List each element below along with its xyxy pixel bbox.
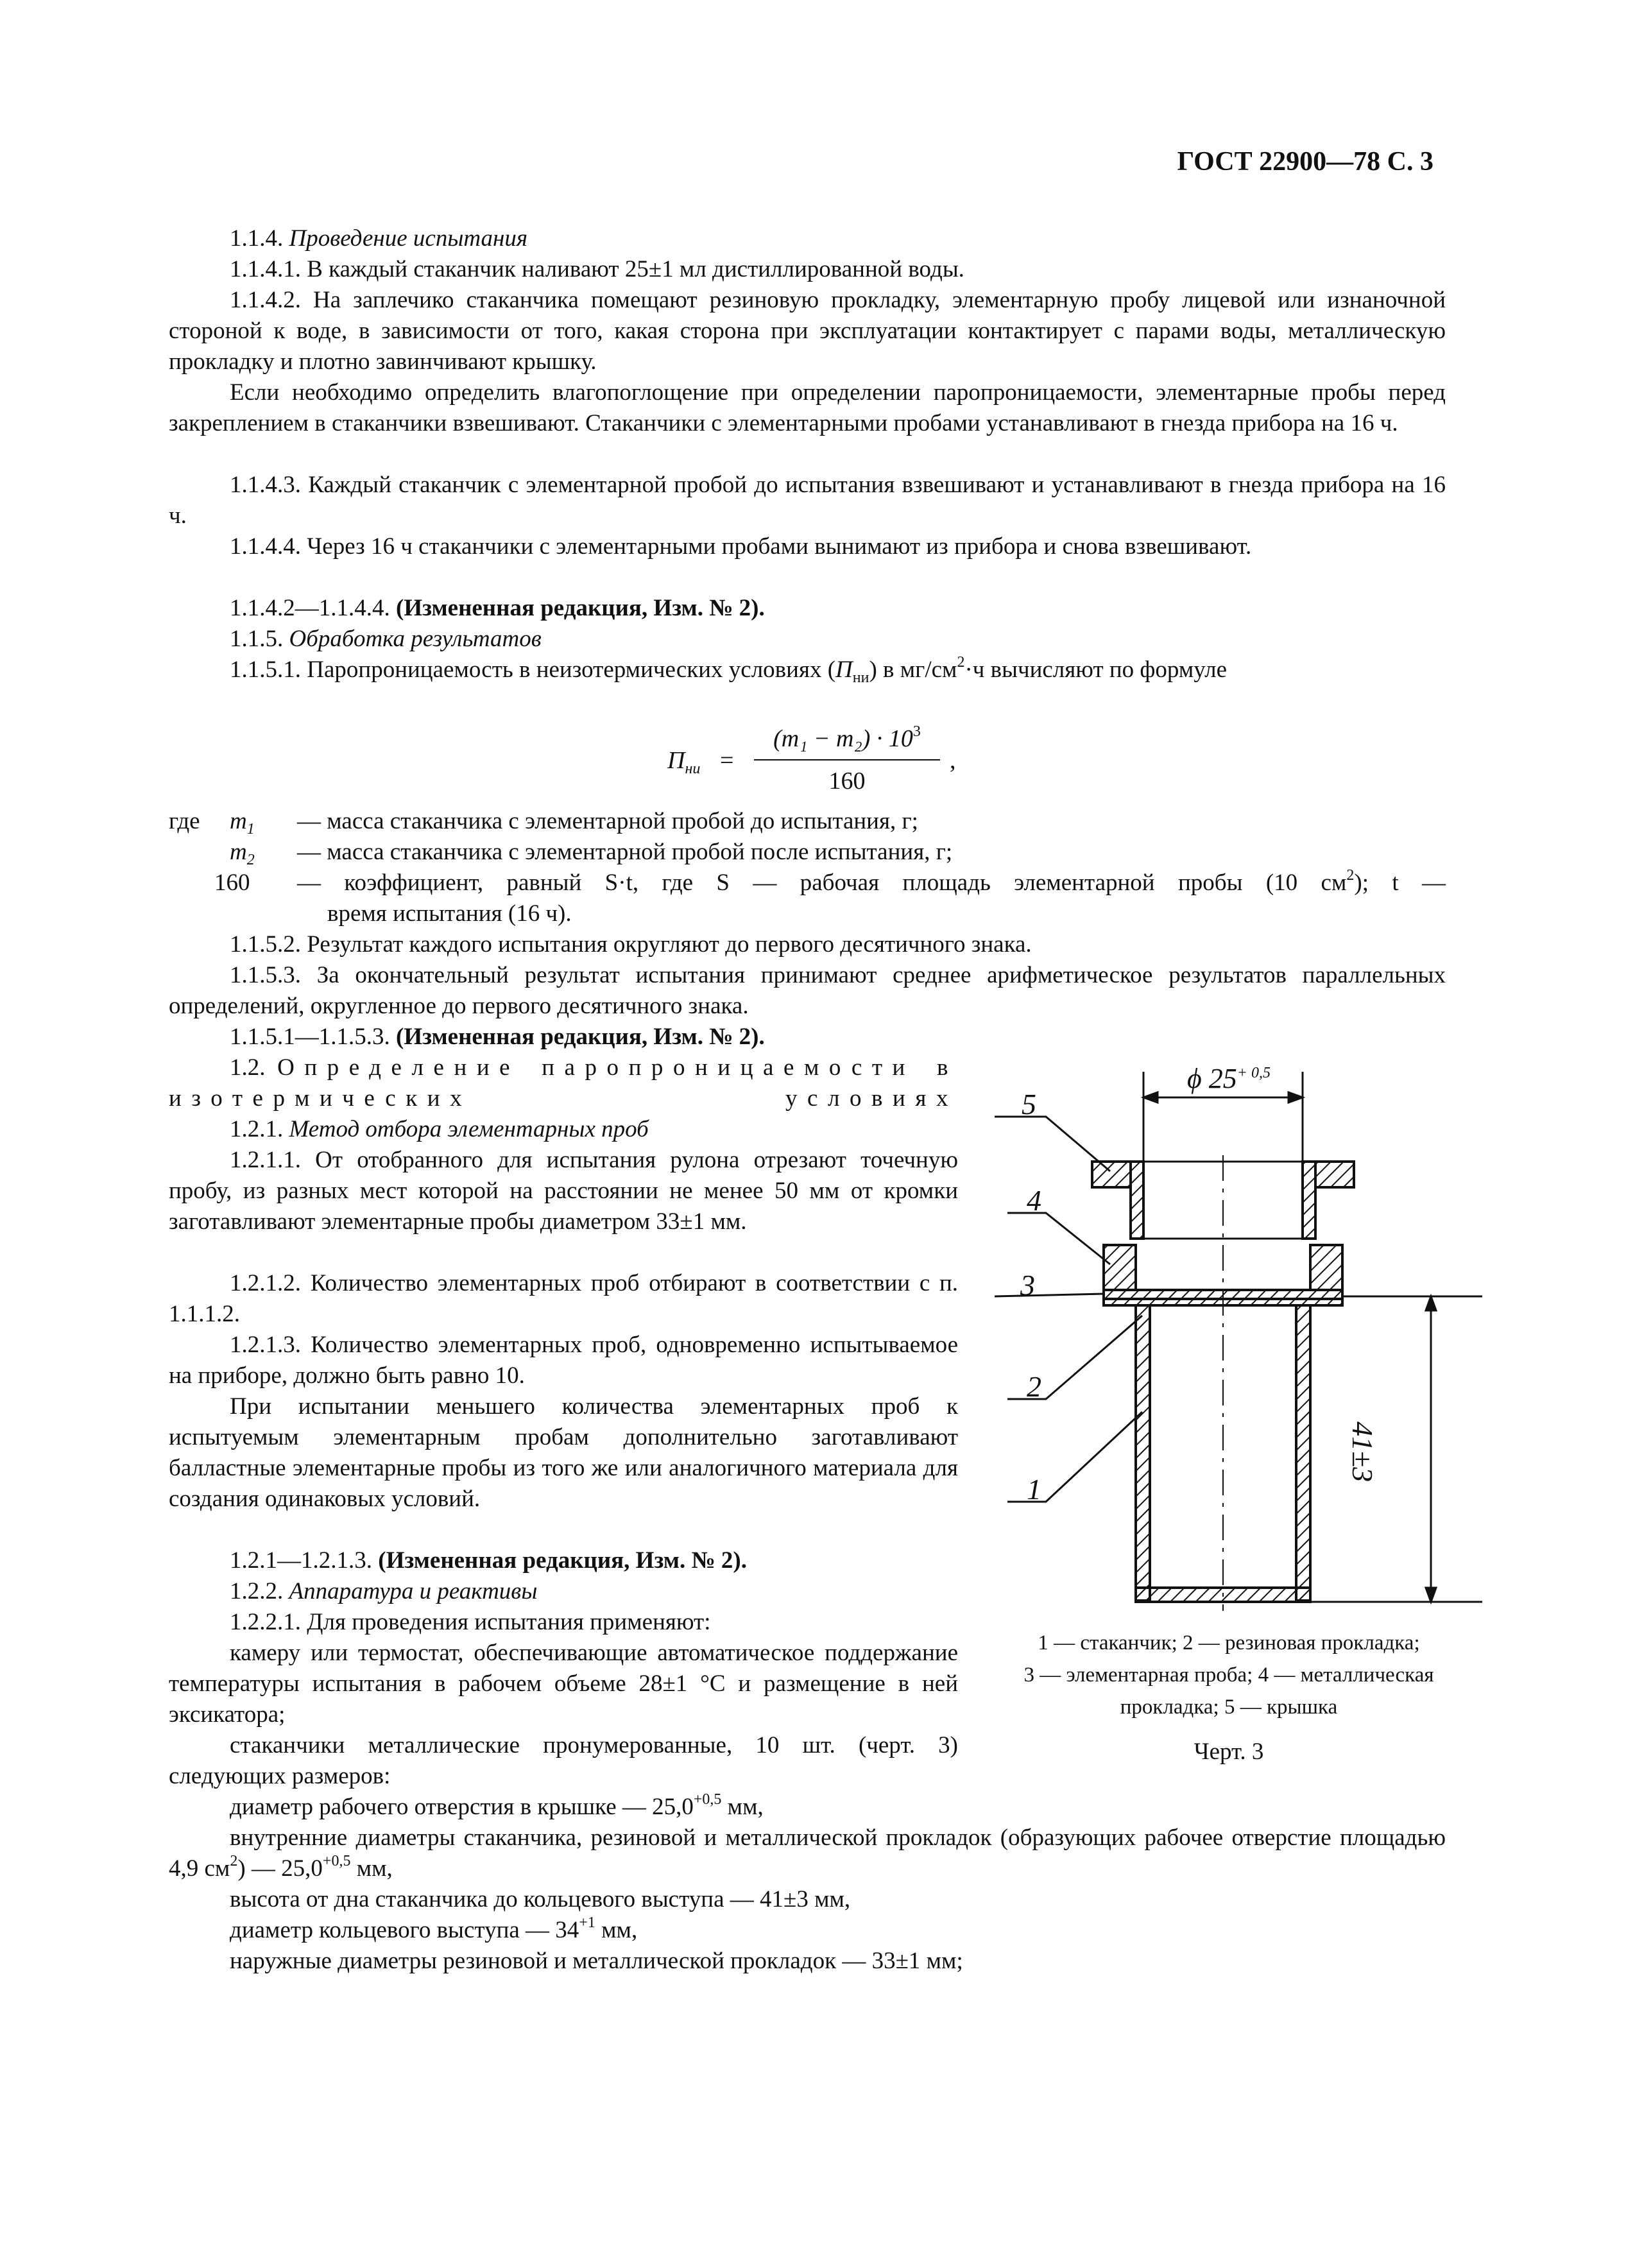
para-1-1-4-2: 1.1.4.2. На заплечико стаканчика помещают резиновую прокладку, элементарную пробу лицевой или изнаночной стороной к воде, в зависимости от того, какая сторона при эксплуатации контактирует с парами воды, металлическую прокладку и плотно завинчивают крышку. — [169, 287, 1446, 375]
figure-caption-line-1: 1 — стаканчик; 2 — резиновая прокладка; — [1038, 1631, 1420, 1654]
para-1-1-4-1: 1.1.4.1. В каждый стаканчик наливают 25±1 мл дистиллированной воды. — [230, 256, 964, 282]
para-1-1-5-1: 1.1.5.1. Паропроницаемость в неизотермических условиях $(П_{ни})$ в $мг/см^2\cdot ч$ вычисляют по формуле — [230, 654, 1228, 686]
amendment-note-2: 1.1.5.1—1.1.5.3. (Измененная редакция, Изм. № 2). — [230, 1024, 765, 1050]
def-160-symbol: 160 — [214, 870, 250, 896]
section-1-2-heading: 1.2. Определение паропроницаемости в изотермических условиях — [169, 1054, 958, 1112]
formula — [667, 722, 988, 799]
cover-right — [1315, 1162, 1354, 1187]
formula-eq: = — [720, 747, 734, 774]
amendment-note-1: 1.1.4.2—1.1.4.4. (Измененная редакция, Изм. № 2). — [230, 595, 765, 621]
para-chamber: камеру или термостат, обеспечивающие автоматическое поддержание температуры испытания в рабочем объеме 28±1 °С и размещение в ней эксикатора; — [169, 1640, 958, 1728]
part-label-1: 1 — [1027, 1473, 1041, 1506]
part-label-4: 4 — [1027, 1184, 1041, 1217]
def-m2-text: — масса стаканчика с элементарной пробой после испытания, г; — [297, 839, 953, 865]
section-1-1-4-heading: 1.1.4. Проведение испытания — [230, 225, 528, 252]
part-label-3: 3 — [1020, 1269, 1035, 1302]
cup-wall-left — [1136, 1305, 1150, 1601]
def-160-text-cont: время испытания (16 ч). — [327, 900, 572, 927]
dim-top-label: ϕ $25^{+ 0,5}$ — [1187, 1063, 1271, 1094]
fraction-bar — [754, 759, 940, 760]
part-label-5: 5 — [1022, 1088, 1036, 1121]
cup-drawing — [982, 1052, 1495, 1617]
para-1-2-2-1: 1.2.2.1. Для проведения испытания применяют: — [230, 1609, 711, 1635]
para-moisture: Если необходимо определить влагопоглощение при определении паропроницаемости, элементарные пробы перед закреплением в стаканчики взвешивают. Стаканчики с элементарными пробами устанавливают в гнезда прибора на 16 ч. — [169, 379, 1446, 436]
def-m1-symbol: $m_1$ — [230, 808, 255, 838]
amendment-note-3: 1.2.1—1.2.1.3. (Измененная редакция, Изм. № 2). — [230, 1547, 747, 1574]
para-1-1-4-3: 1.1.4.3. Каждый стаканчик с элементарной пробой до испытания взвешивают и устанавливают в гнезда прибора на 16 ч. — [169, 472, 1446, 529]
dim-cover-hole: диаметр рабочего отверстия в крышке — $25,0^{+0,5}$ мм, — [230, 1791, 764, 1820]
dim-inner-diameters: внутренние диаметры стаканчика, резиновой и металлической прокладок (образующих рабочее отверстие площадью 4,9 $см^2$) — $25,0^{+0,5}$ мм, — [169, 1825, 1446, 1882]
para-1-1-5-2: 1.1.5.2. Результат каждого испытания округляют до первого десятичного знака. — [230, 931, 1032, 958]
dim-outer-diameters: наружные диаметры резиновой и металлической прокладок — 33±1 мм; — [230, 1948, 963, 1974]
section-1-2-2-heading: 1.2.2. Аппаратура и реактивы — [230, 1578, 538, 1604]
cover-left-skirt — [1131, 1162, 1143, 1239]
def-m2-symbol: $m_2$ — [230, 839, 255, 868]
para-fewer-samples: При испытании меньшего количества элементарных проб к испытуемым элементарным пробам дополнительно заготавливают балластные элементарные пробы из того же или аналогичного материала для создания одинаковых условий. — [169, 1393, 958, 1512]
part-label-2: 2 — [1027, 1370, 1041, 1403]
dim-height: высота от дна стаканчика до кольцевого выступа — 41±3 мм, — [230, 1886, 851, 1912]
para-1-1-5-3: 1.1.5.3. За окончательный результат испытания принимают среднее арифметическое результатов параллельных определений, округленное до первого десятичного знака. — [169, 962, 1446, 1019]
def-m1-text: — масса стаканчика с элементарной пробой до испытания, г; — [297, 808, 918, 834]
figure-caption-line-2: 3 — элементарная проба; 4 — металлическая — [1023, 1663, 1434, 1687]
formula-lhs: $П_{ни}$ — [667, 747, 701, 777]
metal-gasket-right — [1310, 1245, 1342, 1290]
formula-comma: , — [950, 747, 956, 774]
para-cups: стаканчики металлические пронумерованные, 10 шт. (черт. 3) следующих размеров: — [169, 1732, 958, 1789]
figure-caption-line-3: прокладка; 5 — крышка — [1120, 1696, 1338, 1719]
dim-side-label: 41±3 — [1346, 1422, 1379, 1482]
cover-right-skirt — [1303, 1162, 1315, 1239]
formula-denominator: 160 — [828, 768, 866, 795]
section-1-1-5-heading: 1.1.5. Обработка результатов — [230, 626, 542, 652]
section-1-2-1-heading: 1.2.1. Метод отбора элементарных проб — [230, 1116, 649, 1142]
page-header: ГОСТ 22900—78 С. 3 — [1177, 147, 1433, 176]
para-1-2-1-2: 1.2.1.2. Количество элементарных проб отбирают в соответствии с п. 1.1.1.2. — [169, 1270, 958, 1327]
figure-title: Черт. 3 — [1194, 1739, 1264, 1765]
metal-gasket-left — [1104, 1245, 1136, 1290]
para-1-2-1-1: 1.2.1.1. От отобранного для испытания рулона отрезают точечную пробу, из разных мест которой на расстоянии не менее 50 мм от кромки заготавливают элементарные пробы диаметром 33±1 мм. — [169, 1147, 958, 1235]
cup-wall-right — [1296, 1305, 1310, 1601]
defs-where: где — [169, 808, 200, 834]
para-1-1-4-4: 1.1.4.4. Через 16 ч стаканчики с элементарными пробами вынимают из прибора и снова взвешивают. — [230, 533, 1252, 560]
para-1-2-1-3: 1.2.1.3. Количество элементарных проб, одновременно испытываемое на приборе, должно быть равно 10. — [169, 1332, 958, 1389]
def-160-text: — коэффициент, равный S·t, где S — рабочая площадь элементарной пробы (10 $см^2$); t — — [297, 867, 1446, 896]
cover-left — [1092, 1162, 1131, 1187]
formula-numerator: $(m_1 - m_2) \cdot 10^3$ — [773, 723, 921, 752]
dim-ring-diameter: диаметр кольцевого выступа — $34^{+1}$ мм, — [230, 1914, 638, 1943]
